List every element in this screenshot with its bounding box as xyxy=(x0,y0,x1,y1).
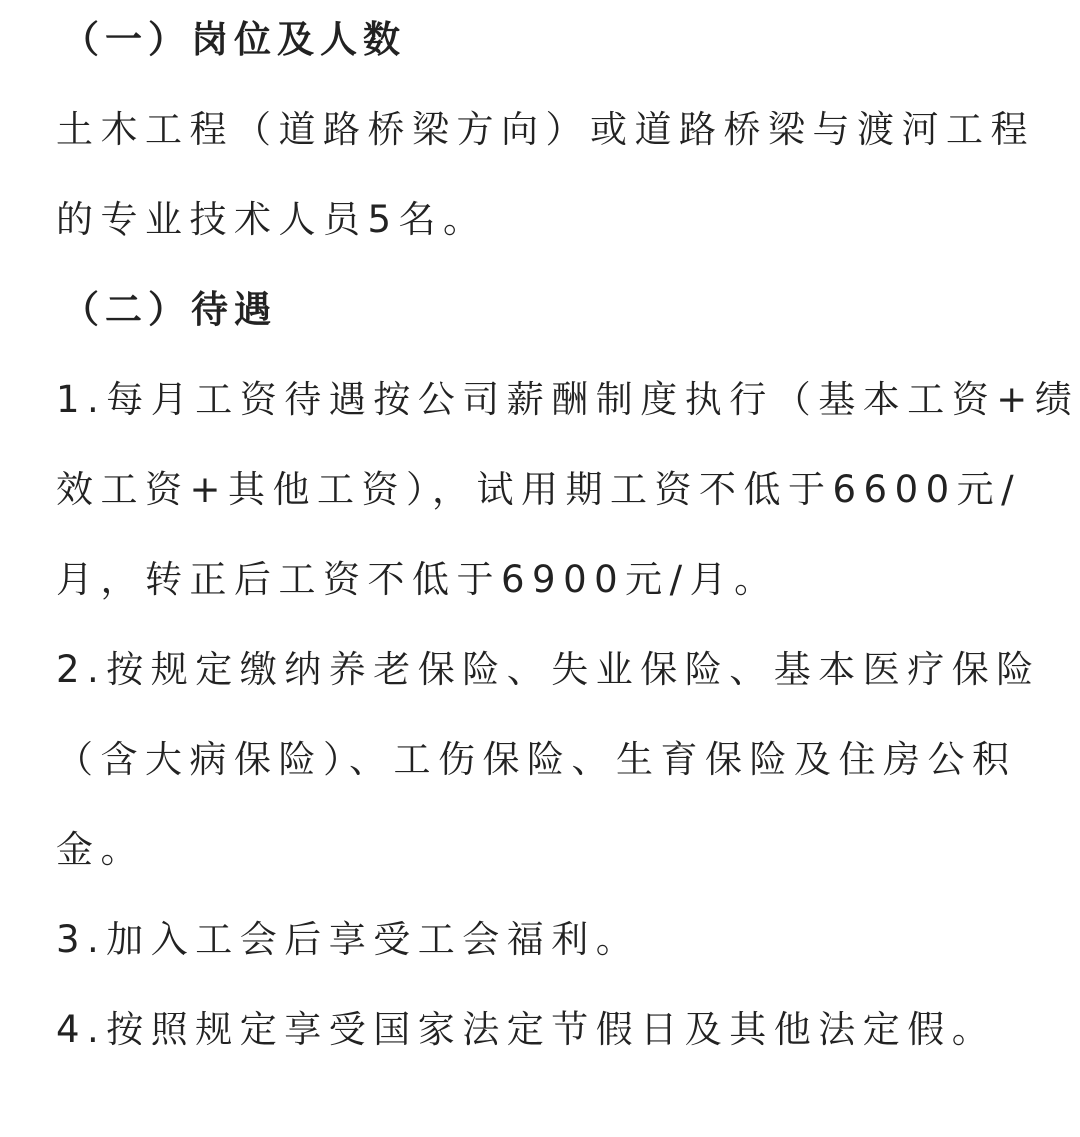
paragraph-line: 2.按规定缴纳养老保险、失业保险、基本医疗保险 xyxy=(56,648,1041,691)
paragraph-line: 金。 xyxy=(56,828,145,871)
paragraph-line: 土木工程（道路桥梁方向）或道路桥梁与渡河工程 xyxy=(56,108,1035,151)
section-heading-positions: （一）岗位及人数 xyxy=(62,18,406,61)
paragraph-line: （含大病保险）、工伤保险、生育保险及住房公积 xyxy=(56,738,1017,781)
paragraph-line: 月，转正后工资不低于6900元/月。 xyxy=(56,558,779,601)
paragraph-line: 1.每月工资待遇按公司薪酬制度执行（基本工资+绩 xyxy=(56,378,1080,421)
paragraph-line: 4.按照规定享受国家法定节假日及其他法定假。 xyxy=(56,1008,997,1051)
paragraph-line: 3.加入工会后享受工会福利。 xyxy=(56,918,641,961)
paragraph-line: 效工资+其他工资），试用期工资不低于6600元/ xyxy=(56,468,1022,511)
paragraph-line: 的专业技术人员5名。 xyxy=(56,198,488,241)
section-heading-benefits: （二）待遇 xyxy=(62,288,277,331)
